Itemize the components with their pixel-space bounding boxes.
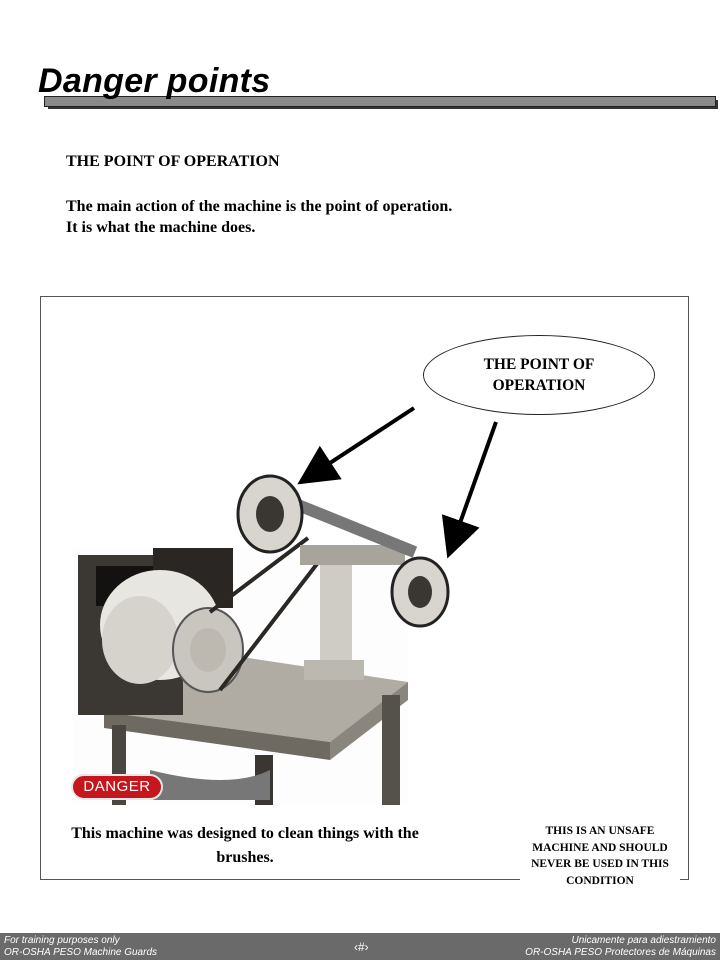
arrow-left — [304, 408, 414, 480]
slide-title: Danger points — [38, 62, 271, 100]
footer-bar — [0, 933, 720, 960]
footer-right — [525, 935, 716, 959]
page-number: ‹#› — [354, 940, 369, 954]
point-of-operation-callout — [423, 335, 655, 415]
footer-left-line-1: For training purposes only — [4, 935, 120, 946]
photo-caption: This machine was designed to clean things with the brushes. — [71, 825, 419, 866]
callout-label: THE POINT OF OPERATION — [483, 356, 595, 394]
intro-heading: THE POINT OF OPERATION — [66, 153, 280, 170]
intro-line-2: It is what the machine does. — [66, 219, 256, 236]
unsafe-machine-warning: THIS IS AN UNSAFE MACHINE AND SHOULD NEVER BE USED IN THIS CONDITION — [520, 822, 680, 905]
brush-wheel-right — [392, 558, 448, 626]
danger-badge: DANGER — [71, 774, 163, 800]
footer-left-line-2: OR-OSHA PESO Machine Guards — [4, 947, 158, 958]
footer-left — [4, 935, 157, 959]
brush-wheel-left — [238, 476, 302, 552]
footer-right-line-1: Unicamente para adiestramiento — [571, 935, 716, 946]
footer-right-line-2: OR-OSHA PESO Protectores de Máquinas — [525, 947, 716, 958]
intro-line-1: The main action of the machine is the point of operation. — [66, 198, 453, 215]
arrow-right — [450, 422, 496, 551]
